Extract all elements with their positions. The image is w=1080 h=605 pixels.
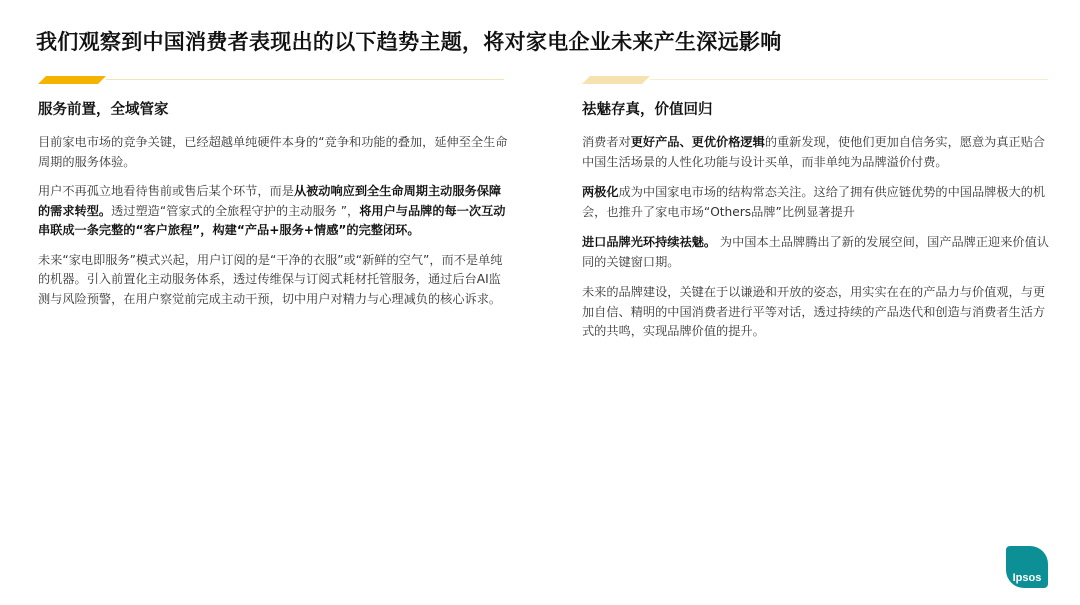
- right-paragraph-4: 未来的品牌建设，关键在于以谦逊和开放的姿态，用实实在在的产品力与价值观，与更加自信、精明的中国消费者进行平等对话，透过持续的产品迭代和创造与消费者生活方式的共鸣，实现品牌价值的提升。: [582, 285, 1046, 338]
- text: 为中国本土品牌腾出了新的发展空间，国产品牌正迎来价值认同的关键窗口期。: [582, 235, 1049, 269]
- right-column: [582, 98, 1052, 353]
- emphasis-text: 将用户与品牌的每一次互动串联成一条完整的“客户旅程”，构建“产品+服务+情感”的完整闭环。: [38, 203, 506, 237]
- text: 成为中国家电市场的结构常态关注。这给了拥有供应链优势的中国品牌极大的机会，也推升了家电市场“Others品牌”比例显著提升: [582, 185, 1046, 219]
- left-paragraph-1: 目前家电市场的竞争关键，已经超越单纯硬件本身的“竞争和功能的叠加，延伸至全生命周期的服务体验。: [38, 135, 508, 169]
- left-paragraph-3: 未来“家电即服务”模式兴起，用户订阅的是“干净的衣服”或“新鲜的空气”，而不是单纯的机器。引入前置化主动服务体系，透过传维保与订阅式耗材托管服务，通过后台AI监测与风险预警，在用户察觉前完成主动干预，切中用户对精力与心理减负的核心诉求。: [38, 252, 503, 306]
- emphasis-text: 两极化: [582, 185, 619, 199]
- page-title: 我们观察到中国消费者表现出的以下趋势主题，将对家电企业未来产生深远影响: [36, 30, 782, 54]
- right-heading: 祛魅存真，价值回归: [582, 102, 713, 118]
- left-column: [38, 98, 508, 319]
- text: 用户不再孤立地看待售前或售后某个环节，而是: [38, 184, 294, 198]
- text: 消费者对: [582, 135, 631, 149]
- text: 透过塑造“管家式的全旅程守护的主动服务 ”，: [111, 203, 360, 218]
- text: 的重新发现，使他们更加自信务实，愿意为真正贴合中国生活场景的人性化功能与设计买单，而非单纯为品牌溢价付费。: [582, 135, 1046, 169]
- right-paragraph-2: [582, 183, 1052, 222]
- right-paragraph-1: [582, 133, 1052, 172]
- ipsos-logo-icon: [1006, 546, 1048, 588]
- logo-text: Ipsos: [1012, 572, 1042, 584]
- left-paragraph-2: [38, 182, 508, 241]
- emphasis-text: 更好产品、更优价格逻辑: [630, 135, 765, 149]
- left-divider: [38, 76, 504, 84]
- right-divider: [582, 76, 1048, 84]
- right-paragraph-3: [582, 233, 1052, 272]
- emphasis-text: 从被动响应到全生命周期主动服务保障的需求转型。: [38, 184, 502, 218]
- left-heading: 服务前置，全域管家: [38, 102, 169, 118]
- emphasis-text: 进口品牌光环持续祛魅。: [582, 235, 717, 249]
